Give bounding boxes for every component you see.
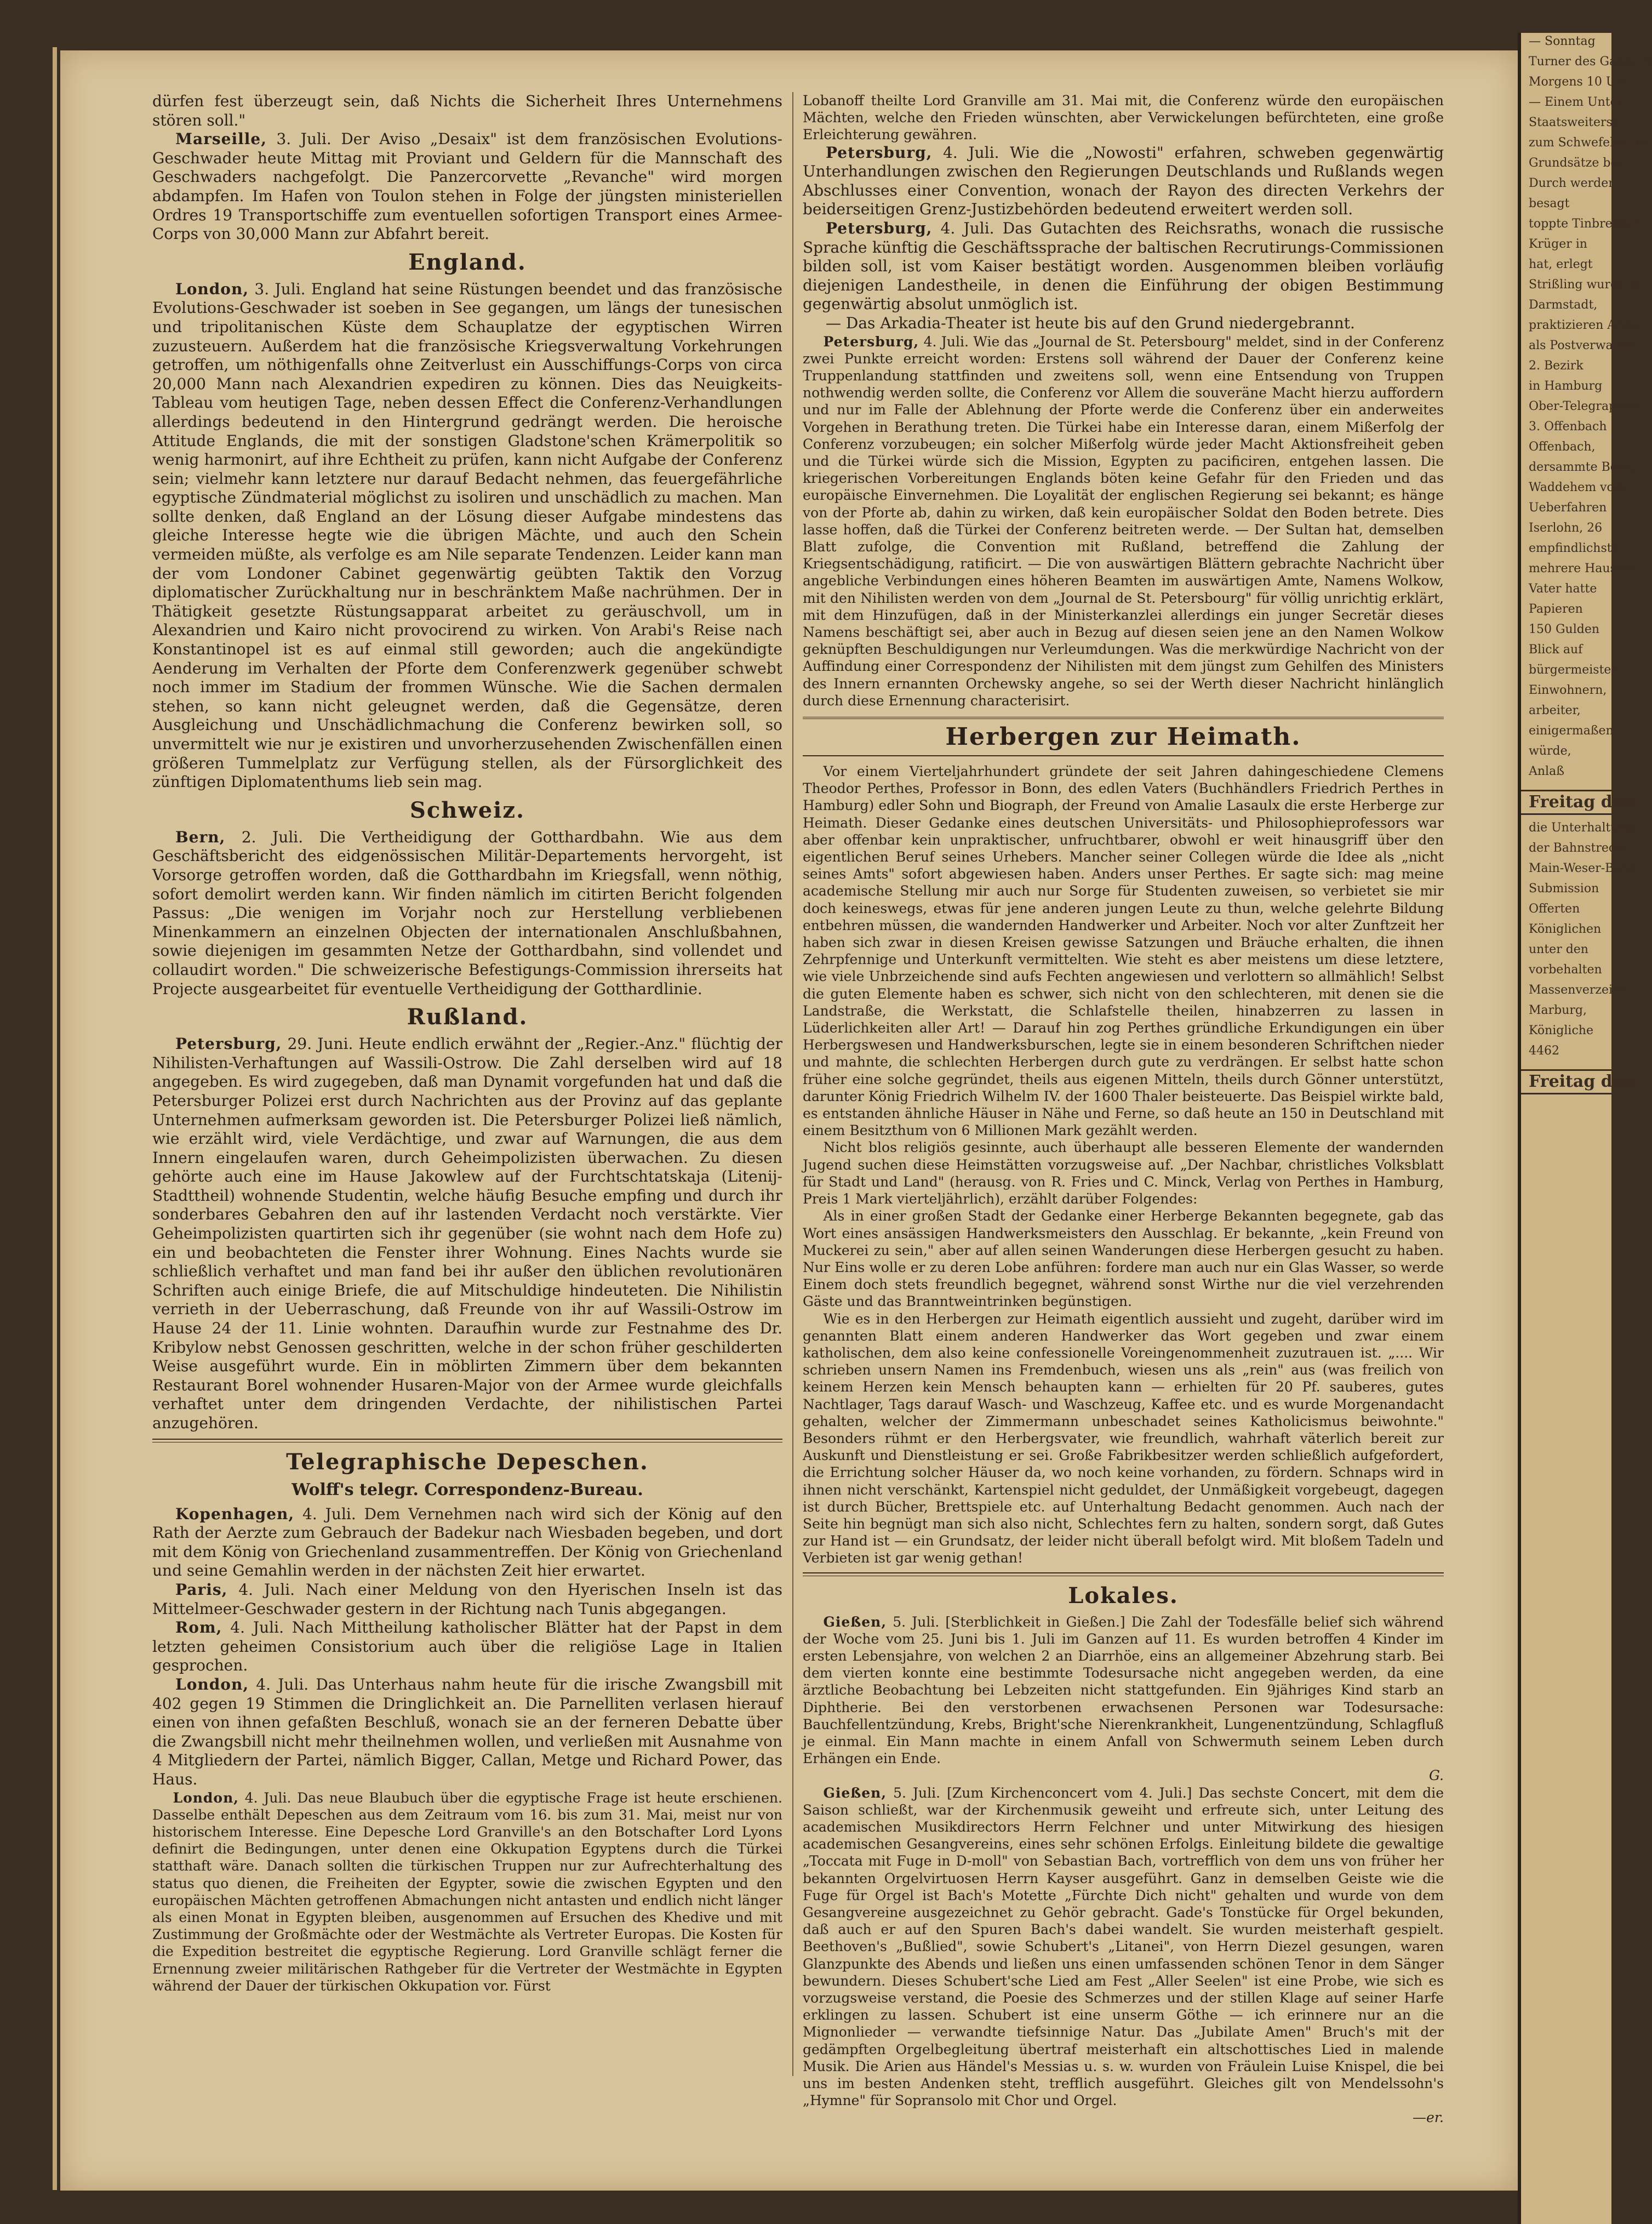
adjacent-page-line: Ueberfahren [1529, 501, 1607, 515]
adjacent-page-line: einigermaßen [1529, 724, 1614, 738]
author-signature: —er. [1413, 2109, 1444, 2126]
article-petersburg-reichsrath [803, 219, 1444, 314]
adjacent-page-heading: Freitag den [1521, 1069, 1611, 1094]
adjacent-page-line: Turner des Gaues H [1529, 55, 1652, 69]
section-heading-schweiz: Schweiz. [409, 797, 525, 823]
adjacent-page-line: zum Schwefelsäure [1529, 136, 1648, 150]
article-petersburg-journal [803, 333, 1444, 709]
section-heading-telegraph: Telegraphische Depeschen. [286, 1449, 649, 1475]
section-rule [152, 1439, 782, 1442]
article-text: 4. Juli. Das Gutachten des Reichsraths, wonach die russische Sprache künftig die Geschäftssprache der baltischen Recrutirungs-Commissionen bilden soll, ist vom Kaiser bestätigt worden. Ausgenommen bleiben vorläufig diejenigen Landestheile, in denen die Einführung der obigen Bestimmung gegenwärtig absolut unmöglich ist. [803, 219, 1444, 313]
adjacent-page-line: 2. Bezirk [1529, 359, 1584, 373]
article-text: 4. Juli. Wie das „Journal de St. Petersbourg" meldet, sind in der Conferenz zwei Punkte erreicht worden: Erstens soll während der Dauer der Conferenz keine Truppenlandung stattfinden und zweitens soll, wenn eine Entsendung von Truppen nothwendig werden sollte, die Conferenz vor Allem die souveräne Macht hierzu auffordern und nur im Falle der Ablehnung der Pforte werde die Conferenz über ein anderweites Vorgehen in Berathung treten. Die Türkei habe ein Interesse daran, einem Mißerfolg der Conferenz vorzubeugen; ein solcher Mißerfolg würde jeder Macht Aktionsfreiheit geben und die Türkei würde sich die Mission, Egypten zu pacificiren, entgehen lassen. Die kriegerischen Vorbereitungen Englands böten keine Gefahr für den Frieden und das europäische Einvernehmen. Die Loyalität der englischen Regierung sei bekannt; es hänge von der Pforte ab, dahin zu wirken, daß kein europäischer Soldat den Boden betrete. Dies lasse hoffen, daß die Türkei der Conferenz beitreten werde. — Der Sultan hat, demselben Blatt zufolge, die Convention mit Rußland, betreffend die Zahlung der Kriegsentschädigung, ratificirt. — Die von auswärtigen Blättern gebrachte Nachricht über angebliche Verbindungen eines höheren Beamten im auswärtigen Amte, Namens Wolkow, mit den Nihilisten werden von dem „Journal de St. Petersbourg" für völlig unrichtig erklärt, mit dem Hinzufügen, daß in der Ministerkanzlei allerdings ein junger Secretär dieses Namens beschäftigt sei, aber auch in Bezug auf diesen seien jene an den Namen Wolkow geknüpften Beschuldigungen nur Verleumdungen. Was die merkwürdige Nachricht von der Auffindung einer Correspondenz der Nihilisten mit dem jüngst zum Gehilfen des Ministers des Innern ernannten Orchewsky angehe, so sei der Werth dieser Nachricht hinlänglich durch diese Ernennung characterisirt. [803, 333, 1444, 709]
adjacent-page-line: Königliche [1529, 1024, 1593, 1037]
adjacent-page-line: als Postverwalter, [1529, 339, 1637, 352]
adjacent-page-line: Submission [1529, 882, 1599, 896]
article-giessen-concert [803, 1784, 1444, 2109]
article-text: 29. Juni. Heute endlich erwähnt der „Regier.-Anz." flüchtig der Nihilisten-Verhaftungen auf Wassili-Ostrow. Die Zahl derselben wird auf 18 angegeben. Es wird zugegeben, daß man Dynamit vorgefunden hat und daß die Petersburger Polizei erst durch Nachrichten aus der Provinz auf das geplante Unternehmen aufmerksam geworden ist. Die Petersburger Polizei ließ nämlich, wie erzählt wird, viele Verdächtige, und zwar auf Warnungen, die aus dem Innern eingelaufen waren, durch Geheimpolizisten überwachen. Zu diesen gehörte auch eine im Hause Jakowlew auf der Furchtschtatskaja (Litenij-Stadttheil) wohnende Studentin, welche häufig Besuche empfing und durch ihr sonderbares Gebahren den auf ihr lastenden Verdacht noch verstärkte. Vier Geheimpolizisten quartirten sich ihr gegenüber (sie wohnt nach dem Hofe zu) ein und beobachteten die Fenster ihrer Wohnung. Eines Nachts wurde sie schließlich verhaftet und man fand bei ihr außer den üblichen revolutionären Schriften auch einige Briefe, die auf Mitschuldige hindeuteten. Die Nihilistin verrieth in der Ueberraschung, daß Freunde von ihr auf Wassili-Ostrow im Hause 24 der 11. Linie wohnten. Daraufhin wurde zur Festnahme des Dr. Kribylow nebst Genossen geschritten, welche in der schon früher geschilderten Weise ausgeführt wurde. Ein in möblirten Zimmern über dem bekannten Restaurant Borel wohnender Husaren-Major von der Armee wurde gleichfalls verhaftet unter dem dringenden Verdachte, der nihilistischen Partei anzugehören. [152, 1035, 782, 1432]
article-london [152, 280, 782, 792]
dateline-place: Gießen, [823, 1613, 887, 1630]
adjacent-page-line: würde, [1529, 744, 1571, 758]
article-kopenhagen [152, 1505, 782, 1581]
dateline-place: Petersburg, [175, 1035, 282, 1053]
dateline-place: Bern, [175, 828, 226, 846]
adjacent-page-line: Darmstadt, [1529, 298, 1598, 312]
dateline-place: Rom, [175, 1618, 222, 1637]
dateline-place: Gießen, [823, 1784, 887, 1801]
adjacent-page-lines [1521, 33, 1652, 1094]
adjacent-page-line: toppte Tinbrecher [1529, 217, 1640, 231]
article-giessen-sterblichkeit [803, 1613, 1444, 1767]
feuilleton-heading-herbergen: Herbergen zur Heimath. [803, 717, 1444, 756]
adjacent-page-line: Anlaß [1529, 765, 1564, 778]
dateline-place: Kopenhagen, [175, 1504, 295, 1523]
article-text: 5. Juli. [Sterblichkeit in Gießen.] Die Zahl der Todesfälle belief sich während der Woche vom 25. Juni bis 1. Juli im Ganzen auf 11. Es wurden betroffen 4 Kinder im ersten Lebensjahre, von welchen 2 an Diarrhöe, eins an allgemeiner Abzehrung starb. Bei dem vierten konnte eine bestimmte Todesursache nicht angegeben werden, da eine ärztliche Beobachtung bei Lebzeiten nicht stattgefunden. Ein 9jähriges Kind starb an Diphtherie. Bei den verstorbenen erwachsenen Personen war Todesursache: Bauchfellentzündung, Krebs, Bright'sche Nierenkrankheit, Lungenentzündung, Schlagfluß je einmal. Ein Mann machte in einem Anfall von Schwermuth seinem Leben durch Erhängen ein Ende. [803, 1613, 1444, 1767]
herbergen-paragraph: Wie es in den Herbergen zur Heimath eigentlich aussieht und zugeht, darüber wird im genannten Blatt einem anderen Handwerker das Wort gegeben und zwar einem katholischen, dem also keine confessionelle Voreingenommenheit zuzutrauen ist. „.... Wir schrieben unsern Namen ins Fremdenbuch, wiesen uns als „rein" aus (was freilich von keinem Herzen kein Mensch behaupten kann — erhielten für 20 Pf. sauberes, gutes Nachtlager, Tags darauf Wasch- und Waschzeug, Kaffee etc. und es wurde Morgenandacht gehalten, welcher der Zimmermann unbeschadet seines Katholicismus beiwohnte." Besonders rühmt er den Herbergsvater, wie freundlich, wahrhaft väterlich bereit zur Auskunft und Dienstleistung er sei. Große Fabrikbesitzer werden schließlich aufgefordert, die Errichtung solcher Häuser da, wo noch keine vorhanden, zu fördern. Schnaps wird in ihnen nicht verschänkt, Kartenspiel nicht geduldet, der Unmäßigkeit vorgebeugt, dagegen ist durch Bücher, Brettspiele etc. auf Unterhaltung Bedacht genommen. Auch nach der Seite hin begnügt man sich also nicht, Schlechtes fern zu halten, sondern sorgt, daß Gutes zur Hand ist — ein Grundsatz, der leider nicht überall befolgt wird. Mit bloßem Tadeln und Verbieten ist gar wenig gethan! [803, 1310, 1444, 1566]
article-text: 5. Juli. [Zum Kirchenconcert vom 4. Juli.] Das sechste Concert, mit dem die Saison schließt, war der Kirchenmusik geweiht und erfreute sich, unter Leitung des academischen Musikdirectors Herrn Felchner und unter Mitwirkung des hiesigen academischen Gesangvereins, eines sehr schönen Erfolgs. Einleitung bildete die gewaltige „Toccata mit Fuge in D-moll" von Sebastian Bach, vortrefflich von dem uns von früher her bekannten Orgelvirtuosen Herrn Kayser ausgeführt. Ganz in demselben Geiste wie die Fuge für Orgel ist Bach's Motette „Fürchte Dich nicht" gehalten und wurde von dem Gesangvereine ausgezeichnet zu Gehör gebracht. Gade's Tonstücke für Orgel bekunden, daß auch er auf den Spuren Bach's dabei wandelt. Sie wurden meisterhaft gespielt. Beethoven's „Bußlied", sowie Schubert's „Litanei", von Herrn Diezel gesungen, waren Glanzpunkte des Abends und ließen uns einen umfassenden schönen Tenor in dem Sänger bewundern. Dieses Schubert'sche Lied am Fest „Aller Seelen" ist eine Probe, wie sich es vorzugsweise verstand, die Poesie des Schmerzes und der stillen Klage auf seiner Harfe erklingen zu lassen. Schubert ist eine unserm Göthe — ich erinnere nur an die Mignonlieder — verwandte tiefsinnige Natur. Das „Jubilate Amen" Bruch's mit der gedämpften Orgelbegleitung übertraf meisterhaft ein altschottisches Lied in malende Musik. Die Arien aus Händel's Messias u. s. w. wurden von Fräulein Luise Knispel, die bei uns im besten Andenken steht, trefflich ausgeführt. Gleiches gilt von Mendelssohn's „Hymne" für Sopransolo mit Chor und Orgel. [803, 1784, 1444, 2109]
dateline-place: Paris, [175, 1580, 228, 1599]
adjacent-page-line: bürgermeister [1529, 663, 1617, 677]
adjacent-page-line: Marburg, [1529, 1003, 1587, 1017]
dateline-place: Petersburg, [826, 219, 933, 237]
dateline-place: London, [175, 1675, 249, 1693]
adjacent-page-line: Strißling wurde in [1529, 278, 1641, 292]
dateline-place: Petersburg, [823, 333, 919, 350]
continued-paragraph: Lobanoff theilte Lord Granville am 31. Mai mit, die Conferenz würde den europäischen Mächten, welche den Frieden wünschten, aber Verwickelungen befürchteten, eine große Erleichterung gewähren. [803, 93, 1444, 143]
adjacent-page-line: Offenbach, [1529, 440, 1596, 454]
article-text: 4. Juli. Das Unterhaus nahm heute für die irische Zwangsbill mit 402 gegen 19 Stimmen die Dringlichkeit an. Die Parnelliten verlasen hierauf einen von ihnen gefaßten Beschluß, wonach sie an der ferneren Debatte über die Zwangsbill nicht mehr theilnehmen wollen, und verließen mit Ausnahme von 4 Mitgliedern der Partei, nämlich Bigger, Callan, Metge und Richard Power, das Haus. [152, 1675, 782, 1788]
dateline-place: Petersburg, [826, 143, 933, 162]
column-rule [792, 92, 793, 2076]
adjacent-page-fragment [1518, 33, 1652, 2224]
adjacent-page-line: mehrere Hausens [1529, 562, 1638, 575]
herbergen-paragraph: Nicht blos religiös gesinnte, auch überhaupt alle besseren Elemente der wandernden Jugend suchen diese Heimstätten vorzugsweise auf. „Der Nachbar, christliches Volksblatt für Stadt und Land" (herausg. von R. Fries und C. Minck, Verlag von Perthes in Hamburg, Preis 1 Mark vierteljährlich), erzählt darüber Folgendes: [803, 1139, 1444, 1207]
adjacent-page-line: Durch werden [1529, 176, 1616, 190]
adjacent-page-line: besagt [1529, 197, 1570, 210]
adjacent-page-line: Grundsätze bes [1529, 156, 1624, 170]
herbergen-paragraph: Vor einem Vierteljahrhundert gründete der seit Jahren dahingeschiedene Clemens Theodor Perthes, Professor in Bonn, des edlen Vaters (Buchhändlers Friedrich Perthes in Hamburg) edler Sohn und Biograph, der Freund von Amalie Lasaulx die erste Herberge zur Heimath. Dieser Gedanke eines deutschen Universitäts- und Philosophieprofessors war aber offenbar kein unpraktischer, unfruchtbarer, obwohl er weit hinausgriff über den eigentlichen Beruf seines Urhebers. Mancher seiner Collegen würde die Idee als „nicht seines Amts" sofort abgewiesen haben. Anders unser Perthes. Er sagte sich: mag meine academische Stellung mir auch nur Sorge für Studenten zuweisen, so verbietet sie mir doch keineswegs, etwas für jene anderen jungen Leute zu thun, welche gelehrte Bildung entbehren müssen, die wandernden Handwerker und Arbeiter. Noch vor alter Zunftzeit her haben sich zwar in diesen Kreisen gewisse Satzungen und Bräuche erhalten, die ihnen Zehrpfennige und Unterkunft vermittelten. Wie steht es aber meistens um diese letztere, wie viele Unbrzeichende sind aufs Fechten angewiesen und verlottern so allmählich! Selbst die guten Elemente haben es schwer, sich nicht von den schlechteren, mit denen sie die Landstraße, die Werkstatt, die Schlafstelle theilen, hinabzerren zu lassen in Lüderlichkeiten aller Art! — Darauf hin zog Perthes gründliche Erkundigungen ein über Herbergswesen und Handwerksburschen, legte sie in einem besonderen Schriftchen nieder und mahnte, die schlechten Herbergen durch gute zu verdrängen. Er selbst hatte schon früher eine solche gegründet, theils aus eigenen Mitteln, theils durch Gönner unterstützt, darunter König Friedrich Wilhelm IV. der 1600 Thaler beisteuerte. Das Beispiel wirkte bald, es entstanden ähnliche Häuser in Nähe und Ferne, so daß heute an 150 in Deutschland mit einem Besitzthum von 6 Millionen Mark gezählt werden. [803, 763, 1444, 1139]
article-text: 4. Juli. Nach Mittheilung katholischer Blätter hat der Papst in dem letzten geheimen Consistorium auch über die religiöse Lage in Italien gesprochen. [152, 1618, 782, 1675]
adjacent-page-line: Königlichen [1529, 922, 1602, 936]
adjacent-page-line: praktizieren Arzte [1529, 318, 1640, 332]
adjacent-page-line: 4462 [1529, 1044, 1559, 1058]
section-heading-england: England. [408, 249, 527, 275]
adjacent-page-heading: Freitag den [1521, 790, 1611, 815]
adjacent-page-line: Krüger in [1529, 237, 1587, 251]
adjacent-page-line: vorbehalten [1529, 963, 1602, 977]
article-petersburg [152, 1035, 782, 1433]
adjacent-page-line: unter den [1529, 943, 1588, 956]
article-london-unterhaus [152, 1675, 782, 1789]
adjacent-page-line: in Hamburg [1529, 379, 1603, 393]
article-text: 3. Juli. Der Aviso „Desaix" ist dem französischen Evolutions-Geschwader heute Mittag mit Proviant und Geldern für die Mannschaft des Geschwaders nachgefolgt. Die Panzercorvette „Revanche" wird morgen abdampfen. Im Hafen von Toulon stehen in Folge der jüngsten ministeriellen Ordres 19 Transportschiffe zum eventuellen sofortigen Transport eines Armee-Corps von 30,000 Mann zur Abfahrt bereit. [152, 130, 782, 243]
article-text: 4. Juli. Dem Vernehmen nach wird sich der König auf den Rath der Aerzte zum Gebrauch der Badekur nach Wiesbaden begeben, und dort mit dem König von Griechenland zusammentreffen. Der König von Griechenland und seine Gemahlin werden in der nächsten Zeit hier erwartet. [152, 1504, 782, 1580]
adjacent-page-line: Blick auf [1529, 643, 1583, 657]
adjacent-page-line: Main-Weser-Bahn [1529, 862, 1637, 875]
section-subheading: Wolff's telegr. Correspondenz-Bureau. [291, 1480, 643, 1499]
adjacent-page-line: Offerten [1529, 902, 1580, 916]
adjacent-page-line: arbeiter, [1529, 704, 1581, 717]
article-paris [152, 1581, 782, 1618]
article-text: 4. Juli. Nach einer Meldung von den Hyerischen Inseln ist das Mittelmeer-Geschwader gestern in der Richtung nach Tunis abgegangen. [152, 1580, 782, 1618]
section-heading-russland: Rußland. [407, 1004, 528, 1030]
adjacent-page-line: der Bahnstrecke [1529, 841, 1630, 855]
section-heading-lokales: Lokales. [1068, 1582, 1179, 1609]
adjacent-page-line: dersammte Bend, [1529, 460, 1637, 474]
adjacent-page-line: 3. Offenbach [1529, 420, 1607, 434]
article-rom [152, 1618, 782, 1675]
adjacent-page-line: — Einem Unter [1529, 95, 1624, 109]
author-signature: G. [1428, 1767, 1444, 1784]
adjacent-page-line: 150 Gulden [1529, 623, 1600, 636]
adjacent-page-line: Massenverzeich [1529, 983, 1627, 997]
article-marseille [152, 130, 782, 244]
section-rule [803, 1572, 1444, 1576]
adjacent-page-line: — Sonntag [1529, 35, 1596, 48]
adjacent-page-line: Morgens 10 Uhr [1529, 75, 1630, 89]
article-text: 4. Juli. Das neue Blaubuch über die egyptische Frage ist heute erschienen. Dasselbe enthält Depeschen aus dem Zeitraum vom 16. bis zum 31. Mai, meist nur von historischem Interesse. Eine Depesche Lord Granville's an den Botschafter Lord Lyons definirt die Bedingungen, unter denen eine Okkupation Egyptens durch die Türkei statthaft wäre. Danach sollten die türkischen Truppen nur zur Aufrechterhaltung des status quo dienen, die Freiheiten der Egypter, sowie die zwischen Egypten und den europäischen Mächten getroffenen Abmachungen nicht antasten und endlich nicht länger als einen Monat in Egypten bleiben, ausgenommen auf Ersuchen des Khedive und mit Zustimmung der Großmächte oder der Westmächte als Vertreter Europas. Die Kosten für die Expedition bestreitet die egyptische Regierung. Lord Granville schlägt ferner die Ernennung zweier militärischen Rathgeber für die Vertreter der Westmächte in Egypten während der Dauer der türkischen Okkupation vor. Fürst [152, 1789, 782, 1994]
adjacent-page-line: Ober-Telegraphen [1529, 400, 1639, 413]
page-edge [53, 47, 57, 2190]
adjacent-page-line: Vater hatte [1529, 582, 1597, 596]
dateline-place: London, [175, 280, 249, 298]
column-left [152, 92, 782, 1994]
adjacent-page-line: empfindlichste [1529, 541, 1619, 555]
article-bern [152, 828, 782, 999]
column-right [803, 92, 1444, 2126]
article-text: 3. Juli. England hat seine Rüstungen beendet und das französische Evolutions-Geschwader ist soeben in See gegangen, um längs der tunesischen und tripolitanischen Küste dem Schauplatze der egyptischen Wirren zuzusteuern. Außerdem hat die französische Kriegsverwaltung Vorkehrungen getroffen, um nöthigenfalls ohne Zeitverlust ein Ausschiffungs-Corps von circa 20,000 Mann nach Alexandrien expediren zu können. Dies das Neuigkeits-Tableau vom heutigen Tage, neben dessen Effect die Conferenz-Verhandlungen allerdings bedeutend in den Hintergrund gedrängt werden. Die heroische Attitude Englands, die mit der sonstigen Gladstone'schen Krämerpolitik so wenig harmonirt, auf ihre Echtheit zu prüfen, kann nicht Aufgabe der Conferenz sein; vielmehr kann letztere nur darauf Bedacht nehmen, das feuergefährliche egyptische Zündmaterial möglichst zu isoliren und unschädlich zu machen. Man sollte denken, daß England an der Lösung dieser Aufgabe mindestens das gleiche Interesse hegte wie die übrigen Mächte, und auch den Schein vermeiden müßte, als verfolge es am Nile separate Tendenzen. Leider kann man der vom Londoner Cabinet gegenwärtig geübten Taktik den Vorzug diplomatischer Zurückhaltung nur in beschränktem Maße nachrühmen. Der in Thätigkeit gesetzte Rüstungsapparat arbeitet zu geräuschvoll, um in Alexandrien und Kairo nicht provocirend zu wirken. Von Arabi's Reise nach Konstantinopel ist es auf einmal still geworden; auch die angekündigte Aenderung im Verhalten der Pforte dem Conferenzwerk gegenüber schwebt noch immer im Stadium der frommen Wünsche. Wie die Sachen dermalen stehen, so kann nicht geleugnet werden, daß die Gegensätze, deren Ausgleichung und Unschädlichmachung die Conferenz bewirken soll, so unvermittelt wie nur je existiren und unvorherzusehenden Zwischenfällen einen größeren Tummelplatz zur Verfügung stellen, als der Fürsorglichkeit des zünftigen Diplomatenthums lieb sein mag. [152, 280, 782, 791]
dateline-place: Marseille, [175, 130, 267, 149]
herbergen-paragraph: Als in einer großen Stadt der Gedanke einer Herberge Bekannten begegnete, gab das Wort eines ansässigen Handwerksmeisters den Ausschlag. Er bekannte, „kein Freund von Muckerei zu sein," aber auf allen seinen Wanderungen diese Herbergen gesucht zu haben. Nur Eins wolle er zu deren Lobe anführen: fordere man auch nur ein Glas Wasser, so werde Einem doch stets freundlich begegnet, während sonst Wirthe nur die viel verzehrenden Gäste und das Branntweintrinken begünstigen. [803, 1208, 1444, 1310]
article-london-blaubuch [152, 1789, 782, 1994]
adjacent-page-line: Waddehem vom [1529, 481, 1626, 494]
adjacent-page-line: Papieren [1529, 602, 1583, 616]
adjacent-page-line: Iserlohn, 26 [1529, 521, 1603, 535]
article-petersburg-nowosti [803, 144, 1444, 219]
dateline-place: London, [173, 1789, 239, 1806]
adjacent-page-line: hat, erlegt [1529, 258, 1593, 271]
adjacent-page-line: Einwohnern, [1529, 683, 1607, 697]
article-arkadia: — Das Arkadia-Theater ist heute bis auf den Grund niedergebrannt. [826, 313, 1355, 332]
continued-paragraph: dürfen fest überzeugt sein, daß Nichts die Sicherheit Ihres Unternehmens stören soll." [152, 92, 782, 129]
adjacent-page-line: Staatsweiterst [1529, 116, 1617, 129]
adjacent-page-line: die Unterhaltung [1529, 821, 1634, 835]
article-text: 4. Juli. Wie die „Nowosti" erfahren, schweben gegenwärtig Unterhandlungen zwischen den Regierungen Deutschlands und Rußlands wegen Abschlusses einer Convention, wonach der Rayon des directen Verkehrs der beiderseitigen Grenz-Justizbehörden bedeutend erweitert werden soll. [803, 143, 1444, 219]
article-text: 2. Juli. Die Vertheidigung der Gotthardbahn. Wie aus dem Geschäftsbericht des eidgenössischen Militär-Departements hervorgeht, ist Vorsorge getroffen worden, daß die Gotthardbahn im Kriegsfall, wenn nöthig, sofort demolirt werden kann. Wir finden nämlich im citirten Bericht folgenden Passus: „Die wenigen im Vorjahr noch zur Herstellung verbliebenen Minenkammern an einzelnen Objecten der internationalen Anschlußbahnen, sowie diejenigen im gesammten Netze der Gotthardbahn, sind vollendet und collaudirt worden." Die schweizerische Befestigungs-Commission ihrerseits hat Projecte ausgearbeitet für eventuelle Vertheidigung der Gotthardlinie. [152, 828, 782, 998]
